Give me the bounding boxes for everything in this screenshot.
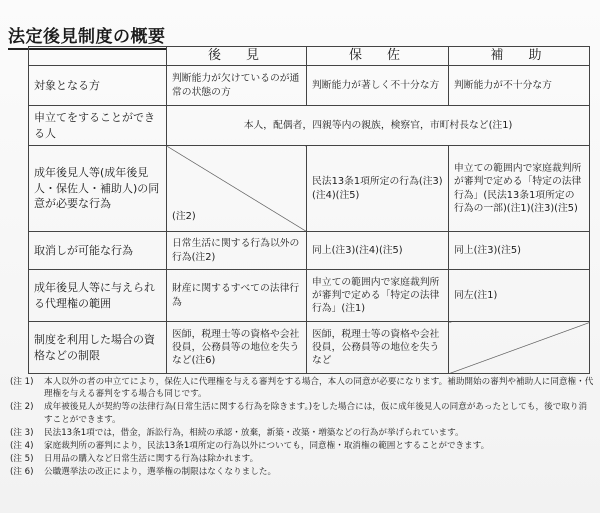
cell-consent-hosa: 民法13条1項所定の行為(注3)(注4)(注5) [307,146,449,232]
footnote-text: 家庭裁判所の審判により，民法13条1項所定の行為以外についても，同意権・取消権の範囲とすることができます。 [44,441,490,452]
row-header-revoke: 取消しが可能な行為 [29,232,167,270]
table-row-agency [29,270,590,322]
row-header-petition: 申立てをすることができる人 [29,106,167,146]
cell-agency-hojo: 同左(注1) [449,270,590,322]
table-row-petition [29,106,590,146]
cell-revoke-kouken: 日常生活に関する行為以外の行為(注2) [167,232,307,270]
page-title: 法定後見制度の概要 [8,22,166,50]
cell-consent-kouken-note: (注2) [172,210,196,222]
row-header-consent: 成年後見人等(成年後見人・保佐人・補助人)の同意が必要な行為 [29,146,167,232]
table-row-target [29,66,590,106]
cell-agency-hosa: 申立ての範囲内で家庭裁判所が審判で定める「特定の法律行為」(注1) [307,270,449,322]
cell-target-kouken: 判断能力が欠けているのが通常の状態の方 [167,66,307,106]
footnote [10,453,595,465]
cell-agency-kouken: 財産に関するすべての法律行為 [167,270,307,322]
footnote-label: (注 3) [10,427,34,438]
table-row-consent [29,146,590,232]
footnote [10,440,595,452]
table-row-revoke [29,232,590,270]
footnote-label: (注 6) [10,467,34,478]
footnote-text: 民法13条1項では，借金，訴訟行為，相続の承認・放棄，新築・改築・増築などの行為が挙げられています。 [44,427,464,438]
footnotes [10,376,595,480]
row-header-target: 対象となる方 [29,66,167,106]
footnote-label: (注 4) [10,441,34,452]
footnote-text: 成年被後見人が契約等の法律行為(日常生活に関する行為を除きます。)をした場合には，仮に成年後見人の同意があったとしても，後で取り消すことができます。 [44,402,588,425]
cell-petition-all: 本人，配偶者，四親等内の親族，検察官，市町村長など(注1) [167,106,590,146]
footnote [10,376,595,400]
footnote [10,466,595,478]
footnote-text: 本人以外の者の申立てにより，保佐人に代理権を与える審判をする場合，本人の同意が必要になります。補助開始の審判や補助人に同意権・代理権を与える審判をする場合も同じです。 [44,377,594,400]
footnote [10,401,595,425]
footnote-label: (注 5) [10,454,34,465]
cell-restrict-kouken: 医師，税理士等の資格や会社役員，公務員等の地位を失うなど(注6) [167,322,307,374]
row-header-agency: 成年後見人等に与えられる代理権の範囲 [29,270,167,322]
column-header-hosa: 保 佐 [307,47,449,66]
overview-table [28,46,590,374]
cell-consent-hojo: 申立ての範囲内で家庭裁判所が審判で定める「特定の法律行為」(民法13条1項所定の行為の一部)(注1)(注3)(注5) [449,146,590,232]
header-row [29,47,590,66]
column-header-hojo: 補 助 [449,47,590,66]
footnote-text: 日用品の購入など日常生活に関する行為は除かれます。 [44,454,259,465]
cell-consent-kouken [167,146,307,232]
cell-target-hosa: 判断能力が著しく不十分な方 [307,66,449,106]
footnote-label: (注 1) [10,377,34,387]
cell-restrict-hosa: 医師，税理士等の資格や会社役員，公務員等の地位を失うなど [307,322,449,374]
cell-target-hojo: 判断能力が不十分な方 [449,66,590,106]
table-row-restrict [29,322,590,374]
corner-cell [29,47,167,66]
column-header-kouken: 後 見 [167,47,307,66]
footnote [10,427,595,439]
cell-revoke-hosa: 同上(注3)(注4)(注5) [307,232,449,270]
row-header-restrict: 制度を利用した場合の資格などの制限 [29,322,167,374]
cell-revoke-hojo: 同上(注3)(注5) [449,232,590,270]
footnote-text: 公職選挙法の改正により，選挙権の制限はなくなりました。 [44,467,277,478]
footnote-label: (注 2) [10,402,34,413]
cell-restrict-hojo [449,322,590,374]
